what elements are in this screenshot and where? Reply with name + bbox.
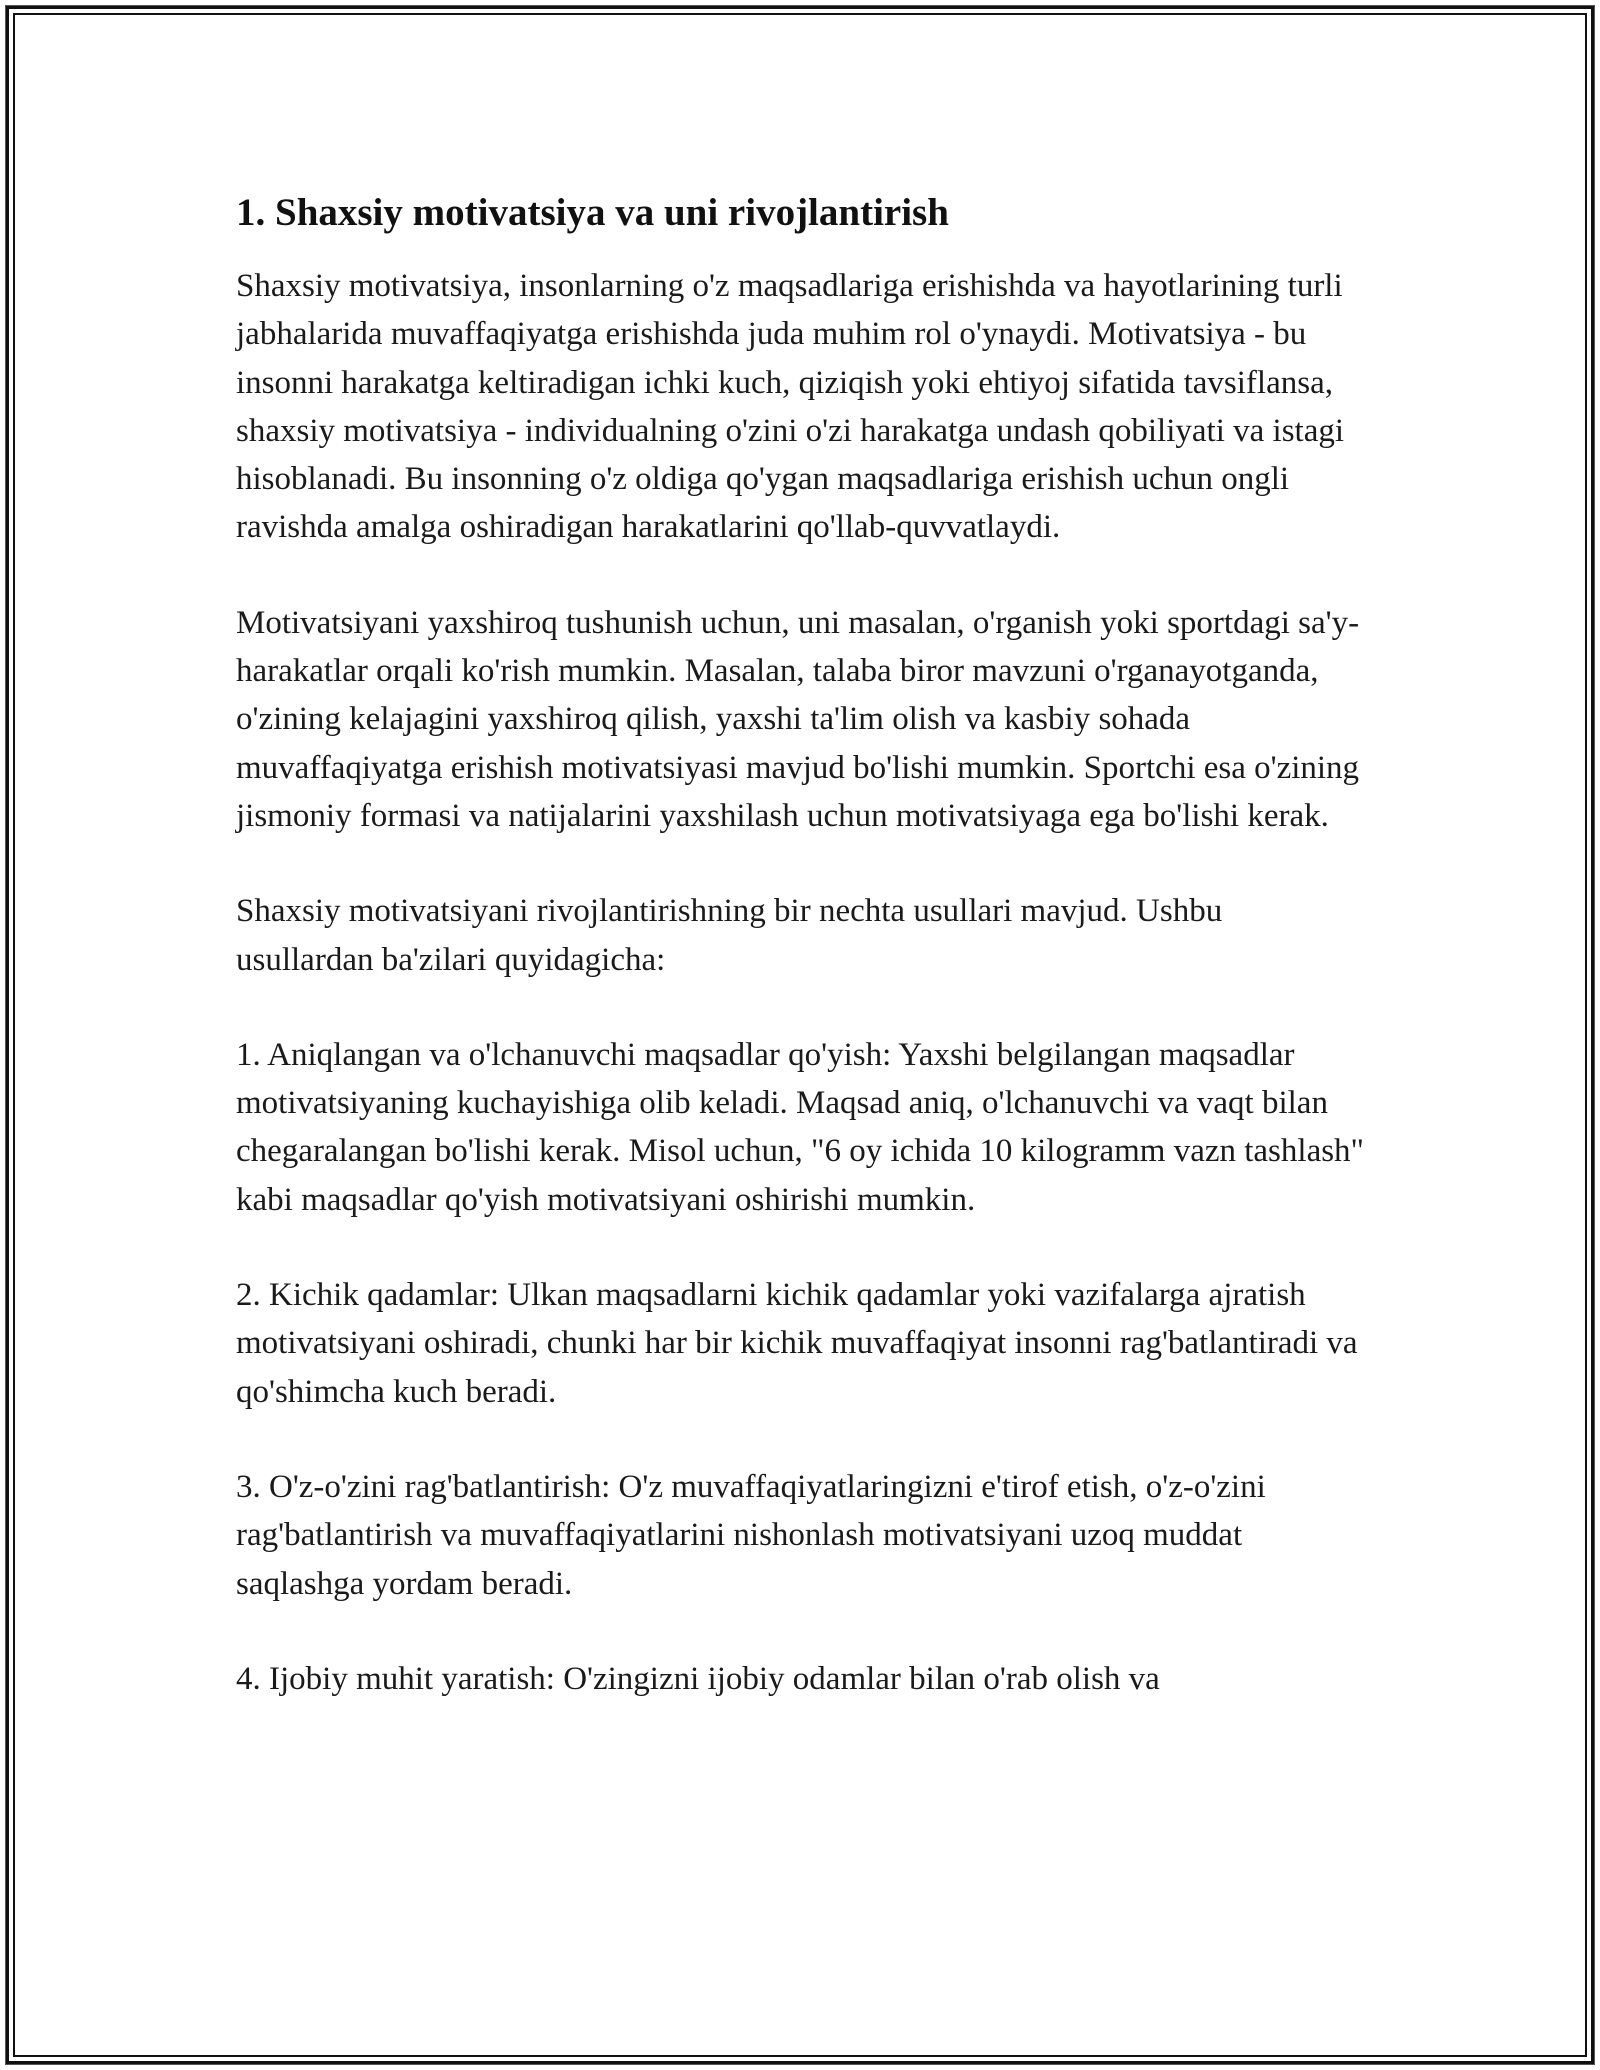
list-item-positive-environment: 4. Ijobiy muhit yaratish: O'zingizni ijobiy odamlar bilan o'rab olish va — [236, 1660, 1160, 1697]
document-body — [236, 186, 1366, 1703]
list-item-small-steps: 2. Kichik qadamlar: Ulkan maqsadlarni kichik qadamlar yoki vazifalarga ajratish motivatsiyani oshiradi, chunki har bir kichik muvaffaqiyat insonni rag'batlantiradi va qo'shimcha kuch beradi. — [236, 1277, 1358, 1410]
section-heading: 1. Shaxsiy motivatsiya va uni rivojlantirish — [236, 191, 949, 234]
list-item-goals: 1. Aniqlangan va o'lchanuvchi maqsadlar qo'yish: Yaxshi belgilangan maqsadlar motivatsiyaning kuchayishiga olib keladi. Maqsad aniq, o'lchanuvchi va vaqt bilan chegaralangan bo'lishi kerak. Misol uchun, "6 oy ichida 10 kilogramm vazn tashlash" kabi maqsadlar qo'yish motivatsiyani oshirishi mumkin. — [236, 1036, 1365, 1218]
list-item-self-reward: 3. O'z-o'zini rag'batlantirish: O'z muvaffaqiyatlaringizni e'tirof etish, o'z-o'zini rag'batlantirish va muvaffaqiyatlarini nishonlash motivatsiyani uzoq muddat saqlashga yordam beradi. — [236, 1468, 1266, 1602]
paragraph-examples: Motivatsiyani yaxshiroq tushunish uchun, uni masalan, o'rganish yoki sportdagi sa'y-harakatlar orqali ko'rish mumkin. Masalan, talaba biror mavzuni o'rganayotganda, o'zining kelajagini yaxshiroq qilish, yaxshi ta'lim olish va kasbiy sohada muvaffaqiyatga erishish motivatsiyasi mavjud bo'lishi mumkin. Sportchi esa o'zining jismoniy formasi va natijalarini yaxshilash uchun motivatsiyaga ega bo'lishi kerak. — [236, 604, 1360, 834]
paragraph-intro: Shaxsiy motivatsiya, insonlarning o'z maqsadlariga erishishda va hayotlarining turli jabhalarida muvaffaqiyatga erishishda juda muhim rol o'ynaydi. Motivatsiya - bu insonni harakatga keltiradigan ichki kuch, qiziqish yoki ehtiyoj sifatida tavsiflansa, shaxsiy motivatsiya - individualning o'zini o'zi harakatga undash qobiliyati va istagi hisoblanadi. Bu insonning o'z oldiga qo'ygan maqsadlariga erishish uchun ongli ravishda amalga oshiradigan harakatlarini qo'llab-quvvatlaydi. — [236, 268, 1345, 546]
paragraph-methods-intro: Shaxsiy motivatsiyani rivojlantirishning bir nechta usullari mavjud. Ushbu usullardan ba'zilari quyidagicha: — [236, 893, 1223, 978]
